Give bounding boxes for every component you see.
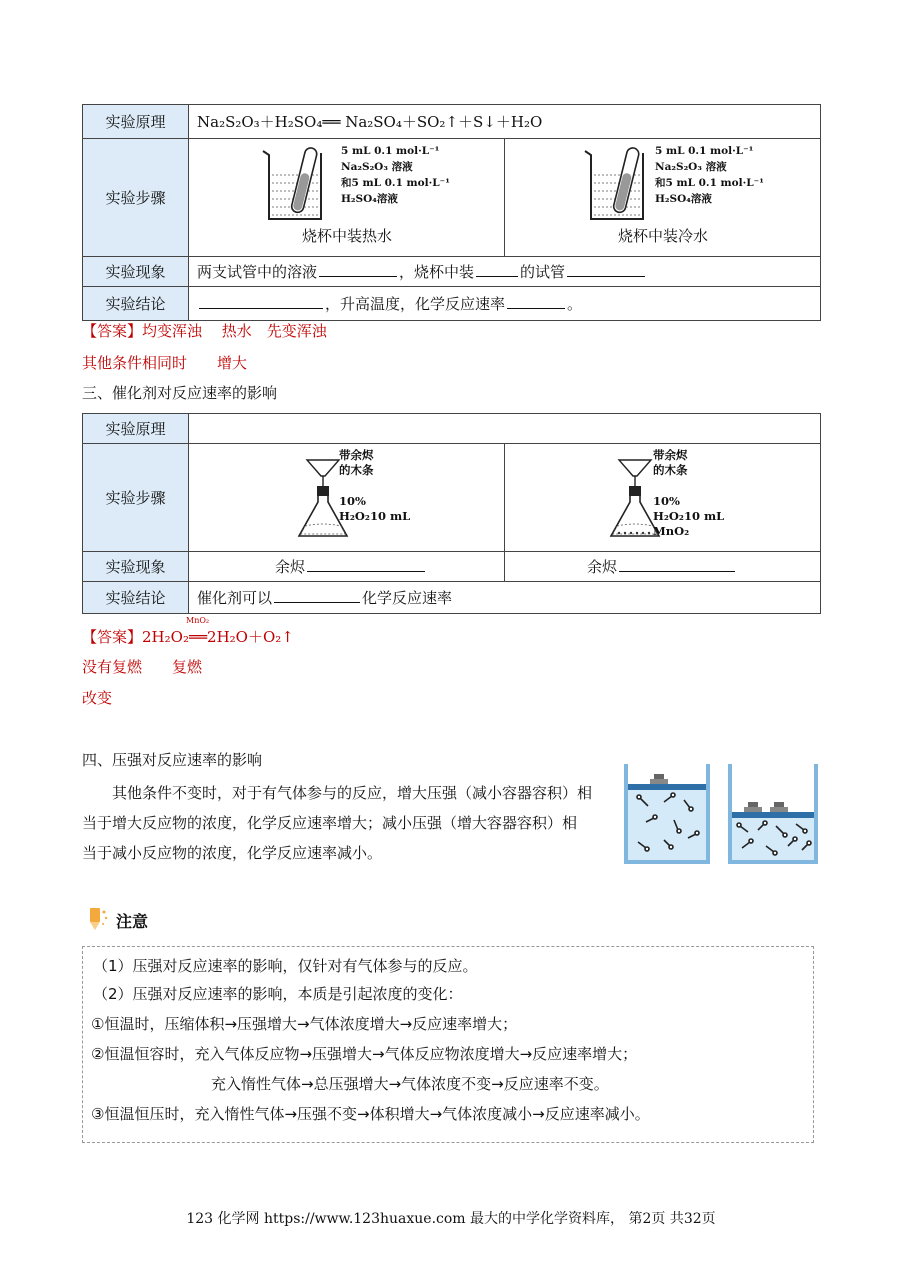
note-box	[82, 946, 814, 1143]
label-principle: 实验原理	[83, 414, 189, 444]
conclusion-cell	[189, 287, 821, 321]
phenomenon-text-1: 两支试管中的溶液	[197, 263, 318, 281]
principle-equation: Na₂S₂O₃＋H₂SO₄══ Na₂SO₄＋SO₂↑＋S↓＋H₂O	[189, 105, 821, 139]
note-line-2: （2）压强对反应速率的影响，本质是引起浓度的变化：	[93, 985, 463, 1003]
note-line-1: （1）压强对反应速率的影响，仅针对有气体参与的反应。	[93, 957, 478, 975]
beaker-test-tube-icon	[259, 145, 329, 225]
conclusion-cell	[189, 582, 821, 614]
phenomenon-left-cell	[189, 552, 505, 582]
conclusion-text-2: 。	[567, 295, 583, 313]
catalyst-label: MnO₂	[186, 616, 210, 625]
flask-label-right	[653, 448, 724, 539]
label-h2o2-2: H₂O₂10 mL	[653, 509, 725, 523]
caption-hot-water: 烧杯中装热水	[301, 227, 392, 245]
page-footer: 123 化学网 https://www.123huaxue.com 最大的中学化学资料库， 第2页 共32页	[186, 1211, 716, 1227]
fill-blank-4[interactable]	[199, 294, 323, 309]
section-4-title: 四、压强对反应速率的影响	[82, 751, 263, 769]
catalyst-equation	[142, 616, 294, 646]
conclusion-text-2: 化学反应速率	[362, 589, 453, 607]
phenomenon-ember-left: 余烬	[275, 558, 306, 576]
reagent-label-right	[655, 143, 764, 207]
reagent-label-left	[341, 143, 450, 207]
pencil-note-icon	[82, 906, 110, 934]
label-h2o2-2: H₂O₂10 mL	[339, 509, 411, 523]
label-phenomenon: 实验现象	[83, 257, 189, 287]
label-mno2: MnO₂	[653, 524, 690, 538]
label-h2o2-1: 10%	[339, 494, 366, 508]
label-steps: 实验步骤	[83, 444, 189, 552]
reagent-line-1: 5 mL 0.1 mol·L⁻¹	[341, 145, 440, 157]
temperature-experiment-table	[82, 104, 821, 321]
note-title: 注意	[116, 911, 149, 931]
phenomenon-text-3: 的试管	[520, 263, 566, 281]
answer-2-line-3: 改变	[82, 689, 113, 707]
label-h2o2-1: 10%	[653, 494, 680, 508]
conclusion-text-1: ，升高温度，化学反应速率	[325, 295, 506, 313]
fill-blank-8[interactable]	[274, 588, 360, 603]
cold-water-cell	[505, 139, 821, 257]
note-line-4: ②恒温恒容时，充入气体反应物→压强增大→气体反应物浓度增大→反应速率增大；	[91, 1045, 638, 1063]
note-line-5: 充入惰性气体→总压强增大→气体浓度不变→反应速率不变。	[211, 1075, 609, 1093]
label-ember-1: 带余烬	[653, 448, 688, 462]
answer-tag: 【答案】	[82, 322, 143, 340]
answer-2-line-2: 没有复燃 复燃	[82, 658, 203, 676]
fill-blank-2[interactable]	[476, 262, 518, 277]
answer-1-line-1	[82, 320, 327, 341]
note-line-6: ③恒温恒压时，充入惰性气体→压强不变→体积增大→气体浓度减小→反应速率减小。	[91, 1105, 650, 1123]
phenomenon-text-2: ，烧杯中装	[399, 263, 475, 281]
flask-label-left	[339, 448, 410, 524]
label-ember-2: 的木条	[339, 463, 374, 477]
catalyst-experiment-table	[82, 413, 821, 614]
reagent-line-3: 和5 mL 0.1 mol·L⁻¹	[341, 177, 450, 189]
conclusion-text-1: 催化剂可以	[197, 589, 273, 607]
para-line-3: 当于减小反应物的浓度，化学反应速率减小。	[82, 844, 383, 862]
label-ember-2: 的木条	[653, 463, 688, 477]
answer-1-text: 均变浑浊 热水 先变浑浊	[142, 322, 327, 340]
answer-2-line-1	[82, 616, 294, 647]
principle-empty-cell	[189, 414, 821, 444]
catalyst-cell	[505, 444, 821, 552]
note-line-3: ①恒温时，压缩体积→压强增大→气体浓度增大→反应速率增大；	[91, 1015, 518, 1033]
fill-blank-5[interactable]	[507, 294, 565, 309]
reagent-line-4: H₂SO₄溶液	[655, 193, 712, 205]
reagent-line-3: 和5 mL 0.1 mol·L⁻¹	[655, 177, 764, 189]
section-3-title: 三、催化剂对反应速率的影响	[82, 384, 278, 402]
no-catalyst-cell	[189, 444, 505, 552]
phenomenon-right-cell	[505, 552, 821, 582]
label-conclusion: 实验结论	[83, 287, 189, 321]
label-steps: 实验步骤	[83, 139, 189, 257]
fill-blank-6[interactable]	[307, 557, 425, 572]
note-header	[82, 906, 148, 934]
section-4-paragraph	[82, 778, 622, 868]
reagent-line-1: 5 mL 0.1 mol·L⁻¹	[655, 145, 754, 157]
phenomenon-cell	[189, 257, 821, 287]
answer-tag: 【答案】	[82, 628, 143, 646]
answer-1-line-2: 其他条件相同时 增大	[82, 354, 248, 372]
equation-text: 2H₂O₂══2H₂O＋O₂↑	[142, 628, 294, 646]
reagent-line-4: H₂SO₄溶液	[341, 193, 398, 205]
caption-cold-water: 烧杯中装冷水	[617, 227, 708, 245]
phenomenon-ember-right: 余烬	[587, 558, 618, 576]
fill-blank-1[interactable]	[319, 262, 397, 277]
para-line-1: 其他条件不变时，对于有气体参与的反应，增大压强（减小容器容积）相	[112, 784, 593, 802]
hot-water-cell	[189, 139, 505, 257]
reagent-line-2: Na₂S₂O₃ 溶液	[655, 161, 727, 173]
label-principle: 实验原理	[83, 105, 189, 139]
label-phenomenon: 实验现象	[83, 552, 189, 582]
label-conclusion: 实验结论	[83, 582, 189, 614]
reagent-line-2: Na₂S₂O₃ 溶液	[341, 161, 413, 173]
fill-blank-7[interactable]	[619, 557, 735, 572]
fill-blank-3[interactable]	[567, 262, 645, 277]
label-ember-1: 带余烬	[339, 448, 374, 462]
pressure-container-illustration	[624, 762, 824, 866]
para-line-2: 当于增大反应物的浓度，化学反应速率增大；减小压强（增大容器容积）相	[82, 814, 578, 832]
beaker-test-tube-icon	[581, 145, 651, 225]
